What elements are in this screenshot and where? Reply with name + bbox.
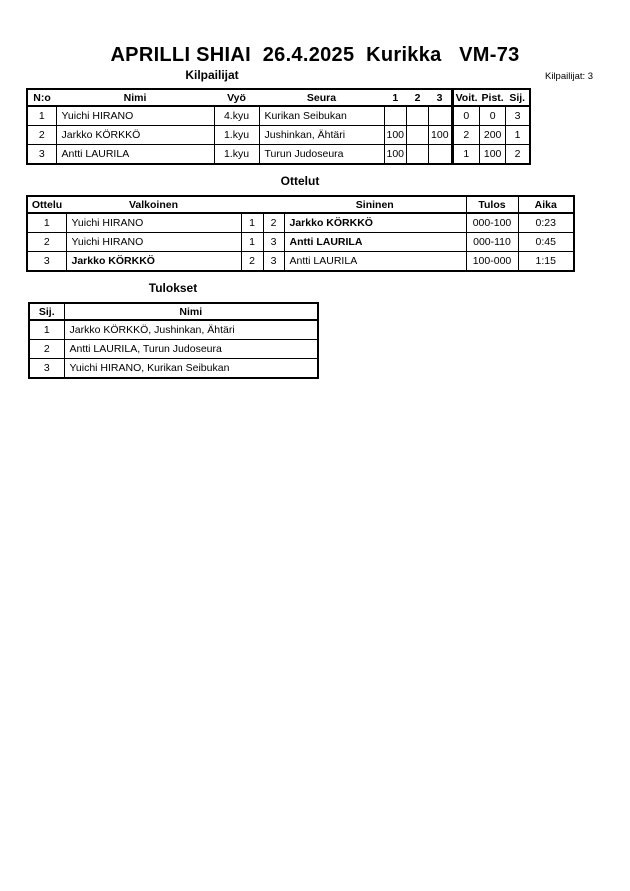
cell-blue-nro: 2 [263,213,284,233]
cell-ottelu: 1 [27,213,66,233]
cell-round-1: 100 [384,126,407,145]
cell-nimi: Antti LAURILA [56,145,214,165]
cell-nimi: Jarkko KÖRKKÖ, Jushinkan, Ähtäri [64,320,318,340]
header-aika: Aika [518,196,574,213]
cell-seura: Kurikan Seibukan [259,106,384,126]
cell-round-3 [429,106,453,126]
match-row [27,233,574,252]
cell-nro: 1 [27,106,56,126]
section-title-tulokset: Tulokset [148,281,198,295]
cell-sininen: Antti LAURILA [284,233,466,252]
cell-nro: 3 [27,145,56,165]
cell-pist: 100 [480,145,506,165]
header-round-2: 2 [407,89,429,106]
header-white-nro [241,196,263,213]
result-row [29,320,318,340]
cell-vyo: 1.kyu [214,145,259,165]
cell-voit: 1 [452,145,479,165]
result-row [29,359,318,379]
ottelut-table [26,195,575,272]
cell-sij: 2 [506,145,530,165]
cell-sij: 2 [29,340,64,359]
cell-tulos: 000-100 [466,213,518,233]
result-row [29,340,318,359]
cell-seura: Jushinkan, Ähtäri [259,126,384,145]
cell-blue-nro: 3 [263,233,284,252]
cell-aika: 0:23 [518,213,574,233]
header-sij: Sij. [29,303,64,320]
kilpailijat-table [26,88,531,165]
cell-sij: 1 [506,126,530,145]
cell-sij: 3 [506,106,530,126]
header-tulos: Tulos [466,196,518,213]
cell-round-2 [407,145,429,165]
cell-tulos: 100-000 [466,252,518,272]
tulokset-header-row [29,303,318,320]
competitors-count: Kilpailijat: 3 [545,71,594,82]
header-round-3: 3 [429,89,453,106]
competitor-row [27,106,530,126]
match-row [27,252,574,272]
page-title: APRILLI SHIAI 26.4.2025 Kurikka VM-73 [110,44,520,66]
cell-aika: 1:15 [518,252,574,272]
header-round-1: 1 [384,89,407,106]
cell-tulos: 000-110 [466,233,518,252]
cell-nimi: Yuichi HIRANO, Kurikan Seibukan [64,359,318,379]
cell-ottelu: 3 [27,252,66,272]
cell-sij: 3 [29,359,64,379]
cell-nimi: Yuichi HIRANO [56,106,214,126]
competitor-row [27,126,530,145]
kilpailijat-header-row [27,89,530,106]
header-seura: Seura [259,89,384,106]
header-nimi: Nimi [56,89,214,106]
cell-aika: 0:45 [518,233,574,252]
cell-sij: 1 [29,320,64,340]
header-sininen: Sininen [284,196,466,213]
header-nro: N:o [27,89,56,106]
cell-round-2 [407,106,429,126]
cell-nimi: Antti LAURILA, Turun Judoseura [64,340,318,359]
cell-pist: 0 [480,106,506,126]
cell-round-1 [384,106,407,126]
cell-nro: 2 [27,126,56,145]
cell-voit: 2 [452,126,479,145]
cell-valkoinen: Yuichi HIRANO [66,213,241,233]
header-voit: Voit. [452,89,479,106]
header-sij: Sij. [506,89,530,106]
cell-round-3: 100 [429,126,453,145]
cell-white-nro: 1 [241,213,263,233]
header-pist: Pist. [480,89,506,106]
cell-round-2 [407,126,429,145]
cell-pist: 200 [480,126,506,145]
header-vyo: Vyö [214,89,259,106]
header-nimi: Nimi [64,303,318,320]
cell-white-nro: 1 [241,233,263,252]
header-blue-nro [263,196,284,213]
cell-blue-nro: 3 [263,252,284,272]
cell-vyo: 1.kyu [214,126,259,145]
cell-nimi: Jarkko KÖRKKÖ [56,126,214,145]
header-ottelu: Ottelu [27,196,66,213]
section-title-kilpailijat: Kilpailijat [185,68,239,82]
match-row [27,213,574,233]
cell-valkoinen: Yuichi HIRANO [66,233,241,252]
cell-seura: Turun Judoseura [259,145,384,165]
cell-ottelu: 2 [27,233,66,252]
cell-round-3 [429,145,453,165]
cell-sininen: Jarkko KÖRKKÖ [284,213,466,233]
cell-valkoinen: Jarkko KÖRKKÖ [66,252,241,272]
cell-voit: 0 [452,106,479,126]
cell-sininen: Antti LAURILA [284,252,466,272]
cell-white-nro: 2 [241,252,263,272]
header-valkoinen: Valkoinen [66,196,241,213]
competitor-row [27,145,530,165]
tulokset-table [28,302,319,379]
ottelut-header-row [27,196,574,213]
cell-vyo: 4.kyu [214,106,259,126]
section-title-ottelut: Ottelut [280,174,320,188]
cell-round-1: 100 [384,145,407,165]
